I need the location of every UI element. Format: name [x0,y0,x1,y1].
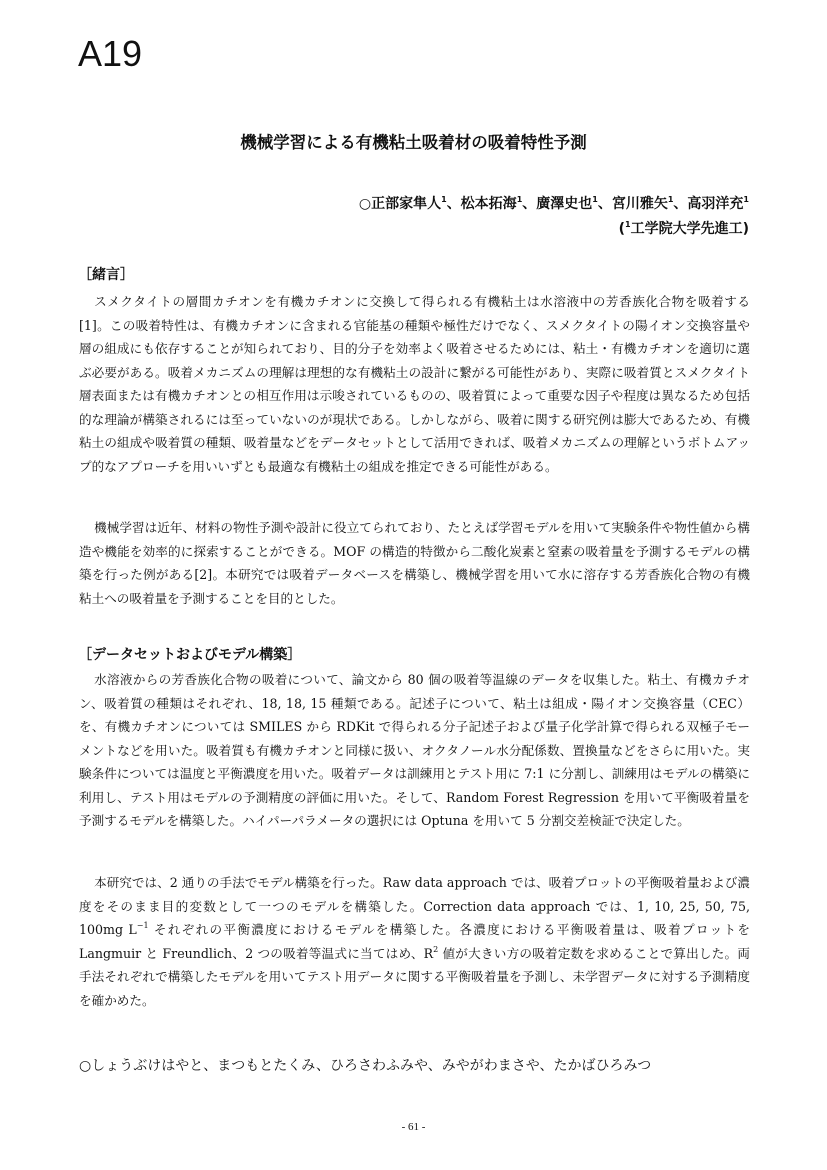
intro-paragraph-2: 機械学習は近年、材料の物性予測や設計に役立てられており、たとえば学習モデルを用いて実験条件や物性値から構造や機能を効率的に探索することができる。MOF の構造的特徴から二酸化炭素と窒素の吸着量を予測するモデルの構築を行った例がある[2]。本研究では吸着データベースを構築し、機械学習を用いて水に溶存する芳香族化合物の有機粘土への吸着量を予測することを目的とした。 [79,520,750,606]
method-text: それぞれの平衡濃度におけるモデルを構築した。各濃度における平衡吸着量は、吸着プロットを Langmuir と Freundlich、2 つの吸着等温式に当てはめ、R [79,922,750,961]
affiliation-text: 工学院大学先進工) [630,221,749,237]
paper-title: 機械学習による有機粘土吸着材の吸着特性予測 [240,133,587,152]
section-heading-dataset-model: ［データセットおよびモデル構築］ [78,647,302,663]
author-name: ○正部家隼人 [358,196,442,212]
author-name: 、廣澤史也 [522,196,593,212]
section-heading-introduction: ［緒言］ [78,267,134,283]
method-text: 本研究では、2 通りの手法でモデル構築を行った。Raw data approach では、吸着プロットの平衡吸着量および濃度をそのまま目的変数として一つのモデルを構築した。Correction data approach では、1, 10, 25, 50, 75, 100mg L [79,875,750,937]
unit-superscript: −1 [136,921,149,930]
affiliation-open: ( [618,221,626,237]
affiliation-mark: 1 [625,220,631,229]
intro-paragraph-1: スメクタイトの層間カチオンを有機カチオンに交換して得られる有機粘土は水溶液中の芳香族化合物を吸着する[1]。この吸着特性は、有機カチオンに含まれる官能基の種類や極性だけでなく、スメクタイトの陽イオン交換容量や層の組成にも依存することが知られており、目的分子を効率よく吸着させるためには、粘土・有機カチオンを適切に選ぶ必要がある。吸着メカニズムの理解は理想的な有機粘土の設計に繋がる可能性があり、実際に吸着質とスメクタイト層表面または有機カチオンとの相互作用は示唆されているものの、吸着質によって重要な因子や程度は異なるため包括的な理論が構築されるには至っていないのが現状である。しかしながら、吸着に関する研究例は膨大であるため、有機粘土の組成や吸着質の種類、吸着量などをデータセットとして活用できれば、吸着メカニズムの理解というボトムアップ的なアプローチを用いいずとも最適な有機粘土の組成を推定できる可能性がある。 [79,294,750,474]
paper-id: A19 [78,33,143,74]
method-paragraph-2 [79,871,750,1012]
method-text: 値が大きい方の吸着定数を求めることで算出した。両手法それぞれで構築したモデルを用いてテスト用データに関する平衡吸着量を予測し、未学習データに対する予測精度を確かめた。 [79,945,750,1008]
author-name: 、高羽洋充 [673,196,744,212]
affiliation [619,218,749,240]
page-number: - 61 - [401,1121,426,1133]
author-list [359,193,749,215]
author-name: 、宮川雅矢 [597,196,668,212]
author-kana-reading: ○しょうぶけはやと、まつもとたくみ、ひろさわふみや、みやがわまさや、たかばひろみつ [79,1058,652,1074]
affiliation-mark: 1 [743,195,749,204]
affiliation-mark: 1 [516,195,523,204]
affiliation-mark: 1 [441,195,447,204]
affiliation-mark: 1 [592,195,598,204]
author-name: 、松本拓海 [446,196,517,212]
affiliation-mark: 1 [667,195,674,204]
r-squared-superscript: 2 [433,944,439,954]
method-paragraph-1: 水溶液からの芳香族化合物の吸着について、論文から 80 個の吸着等温線のデータを収集した。粘土、有機カチオン、吸着質の種類はそれぞれ、18, 18, 15 種類である。記述子について、粘土は組成・陽イオン交換容量（CEC）を、有機カチオンについては SMILES から RDKit で得られる分子記述子および量子化学計算で得られる双極子モーメントなどを用いた。吸着質も有機カチオンと同様に扱い、オクタノール水分配係数、置換量などをさらに用いた。実験条件については温度と平衡濃度を用いた。吸着データは訓練用とテスト用に 7:1 に分割し、訓練用はモデルの構築に利用し、テスト用はモデルの予測精度の評価に用いた。そして、Random Forest Regression を用いて平衡吸着量を予測するモデルを構築した。ハイパーパラメータの選択には Optuna を用いて 5 分割交差検証で決定した。 [79,672,750,828]
